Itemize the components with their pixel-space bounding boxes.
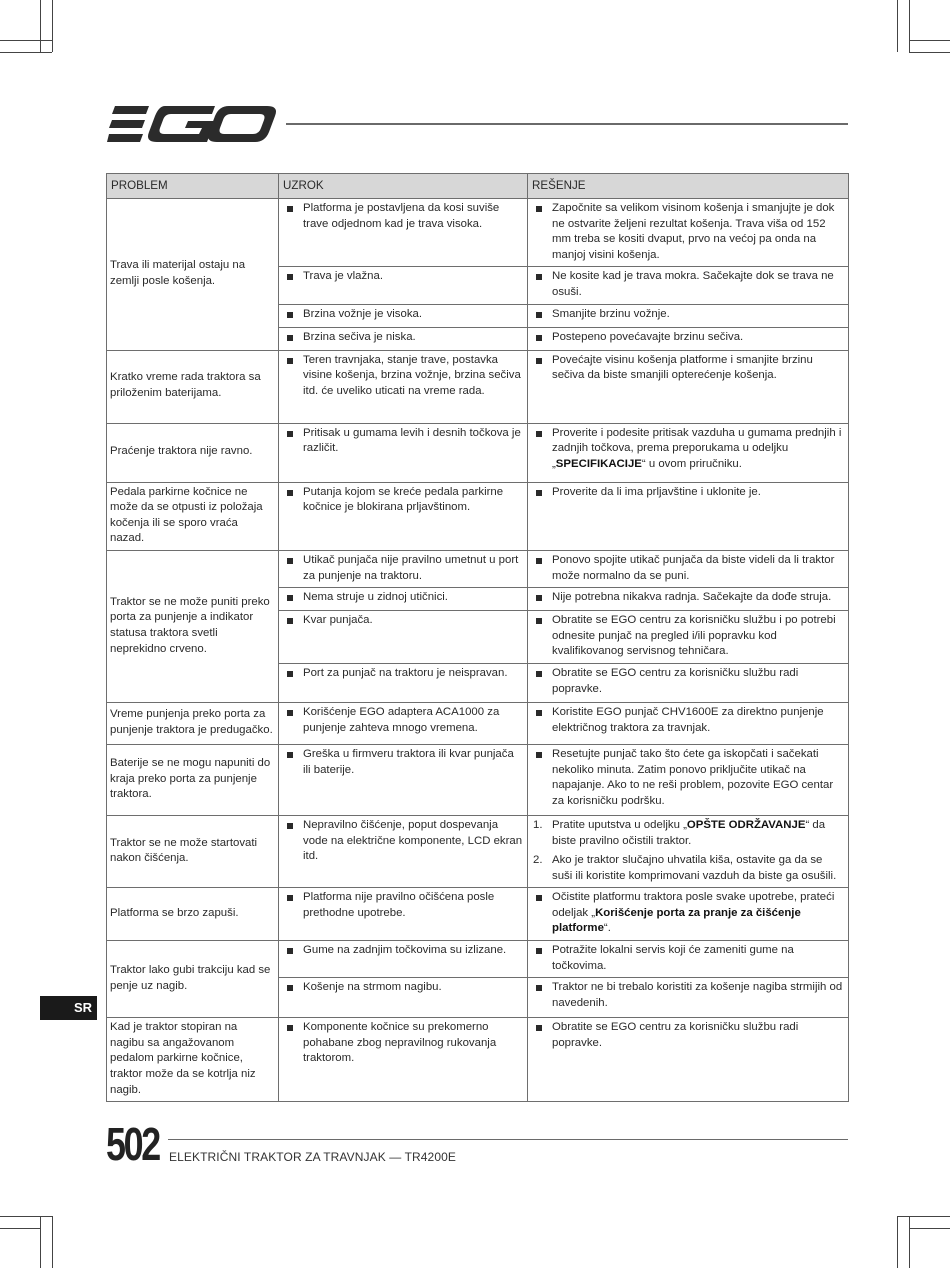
- bullet-icon: [536, 671, 542, 677]
- bullet-icon: [536, 274, 542, 280]
- bullet-icon: [287, 358, 293, 364]
- bullet-icon: [287, 985, 293, 991]
- cause-cell: Košenje na strmom nagibu.: [279, 978, 528, 1018]
- problem-cell: Vreme punjenja preko porta za punjenje traktora je predugačko.: [107, 702, 279, 744]
- footer-rule: [168, 1139, 848, 1140]
- crop-mark: [909, 1228, 950, 1229]
- bullet-icon: [287, 618, 293, 624]
- bullet-icon: [536, 358, 542, 364]
- troubleshooting-table: [106, 173, 849, 1102]
- bullet-icon: [536, 595, 542, 601]
- bullet-icon: [287, 274, 293, 280]
- solution-cell: Koristite EGO punjač CHV1600E za direktno punjenje električnog traktora za travnjak.: [528, 702, 849, 744]
- crop-mark: [897, 0, 898, 52]
- bullet-icon: [536, 985, 542, 991]
- bullet-icon: [536, 895, 542, 901]
- bullet-icon: [287, 752, 293, 758]
- table-row: [107, 199, 849, 267]
- bullet-icon: [287, 312, 293, 318]
- crop-mark: [897, 1216, 898, 1268]
- problem-cell: Kad je traktor stopiran na nagibu sa angažovanom pedalom parkirne kočnice, traktor može da se kotrlja niz nagib.: [107, 1018, 279, 1102]
- cause-cell: Port za punjač na traktoru je neispravan.: [279, 663, 528, 702]
- crop-mark: [0, 40, 52, 41]
- bullet-icon: [536, 206, 542, 212]
- bullet-icon: [536, 948, 542, 954]
- solution-cell: Povećajte visinu košenja platforme i smanjite brzinu sečiva da biste smanjili opterećenje košenja.: [528, 350, 849, 423]
- cause-cell: Nepravilno čišćenje, poput dospevanja vode na električne komponente, LCD ekran itd.: [279, 815, 528, 887]
- crop-mark: [52, 1216, 53, 1268]
- cause-cell: Gume na zadnjim točkovima su izlizane.: [279, 941, 528, 978]
- problem-cell: Traktor se ne može puniti preko porta za punjenje a indikator statusa traktora svetli neprekidno crveno.: [107, 550, 279, 702]
- bullet-icon: [287, 431, 293, 437]
- crop-mark: [909, 0, 910, 52]
- cause-cell: Komponente kočnice su prekomerno pohabane zbog nepravilnog rukovanja traktorom.: [279, 1018, 528, 1102]
- problem-cell: Kratko vreme rada traktora sa priloženim baterijama.: [107, 350, 279, 423]
- crop-mark: [909, 52, 950, 53]
- table-header-row: [107, 174, 849, 199]
- bullet-icon: [536, 490, 542, 496]
- table-row: [107, 1018, 849, 1102]
- bullet-icon: [287, 710, 293, 716]
- solution-cell: Nije potrebna nikakva radnja. Sačekajte da dođe struja.: [528, 588, 849, 611]
- solution-cell: Potražite lokalni servis koji će zameniti gume na točkovima.: [528, 941, 849, 978]
- table-row: [107, 815, 849, 887]
- bullet-icon: [287, 595, 293, 601]
- bullet-icon: [536, 1025, 542, 1031]
- table-row: [107, 423, 849, 482]
- problem-cell: Praćenje traktora nije ravno.: [107, 423, 279, 482]
- solution-cell: Očistite platformu traktora posle svake upotrebe, prateći odeljak „Korišćenje porta za pranje za čišćenje platforme“.: [528, 888, 849, 941]
- bullet-icon: [536, 752, 542, 758]
- bullet-icon: [287, 671, 293, 677]
- bullet-icon: [287, 206, 293, 212]
- page-number: 502: [106, 1118, 159, 1170]
- cause-cell: Trava je vlažna.: [279, 267, 528, 304]
- section-reference: OPŠTE ODRŽAVANJE: [686, 818, 806, 831]
- table-row: [107, 350, 849, 423]
- cause-cell: Nema struje u zidnoj utičnici.: [279, 588, 528, 611]
- table-row: [107, 702, 849, 744]
- problem-cell: Trava ili materijal ostaju na zemlji posle košenja.: [107, 199, 279, 351]
- bullet-icon: [287, 558, 293, 564]
- bullet-icon: [536, 618, 542, 624]
- cause-cell: Platforma je postavljena da kosi suviše trave odjednom kad je trava visoka.: [279, 199, 528, 267]
- cause-cell: Brzina sečiva je niska.: [279, 327, 528, 350]
- bullet-icon: [536, 335, 542, 341]
- cause-cell: Teren travnjaka, stanje trave, postavka visine košenja, brzina vožnje, brzina sečiva itd. će uveliko uticati na vreme rada.: [279, 350, 528, 423]
- problem-cell: Pedala parkirne kočnice ne može da se otpusti iz položaja kočenja ili se sporo vraća nazad.: [107, 482, 279, 550]
- header-problem: PROBLEM: [107, 174, 279, 199]
- bullet-icon: [287, 823, 293, 829]
- header-cause: UZROK: [279, 174, 528, 199]
- ego-logo: [107, 104, 277, 144]
- solution-cell: Obratite se EGO centru za korisničku službu radi popravke.: [528, 663, 849, 702]
- table-row: [107, 550, 849, 587]
- crop-mark: [0, 52, 52, 53]
- solution-cell: Resetujte punjač tako što ćete ga iskopčati i sačekati nekoliko minuta. Zatim ponovo priključite utikač na napajanje. Ako to ne reši problem, pozovite EGO centar za korisničku podršku.: [528, 744, 849, 815]
- bullet-icon: [536, 558, 542, 564]
- crop-mark: [909, 40, 950, 41]
- problem-cell: Baterije se ne mogu napuniti do kraja preko porta za punjenje traktora.: [107, 744, 279, 815]
- solution-cell: Traktor ne bi trebalo koristiti za košenje nagiba strmijih od navedenih.: [528, 978, 849, 1018]
- footer-title: ELEKTRIČNI TRAKTOR ZA TRAVNJAK — TR4200E: [169, 1150, 456, 1164]
- solution-cell: [528, 815, 849, 887]
- cause-cell: Greška u firmveru traktora ili kvar punjača ili baterije.: [279, 744, 528, 815]
- bullet-icon: [287, 490, 293, 496]
- bullet-icon: [287, 895, 293, 901]
- cause-cell: Pritisak u gumama levih i desnih točkova je različit.: [279, 423, 528, 482]
- solution-cell: Postepeno povećavajte brzinu sečiva.: [528, 327, 849, 350]
- language-tab: SR: [40, 996, 97, 1020]
- numbered-step: 1. Pratite uputstva u odeljku „OPŠTE ODRŽAVANJE“ da biste pravilno očistili traktor.: [533, 818, 826, 847]
- problem-cell: Platforma se brzo zapuši.: [107, 888, 279, 941]
- bullet-icon: [536, 431, 542, 437]
- crop-mark: [40, 1216, 41, 1268]
- solution-cell: Obratite se EGO centru za korisničku službu radi popravke.: [528, 1018, 849, 1102]
- cause-cell: Kvar punjača.: [279, 611, 528, 664]
- section-reference: Korišćenje porta za pranje za čišćenje platforme: [552, 906, 801, 935]
- bullet-icon: [287, 335, 293, 341]
- bullet-icon: [287, 948, 293, 954]
- crop-mark: [40, 0, 41, 52]
- bullet-icon: [536, 710, 542, 716]
- cause-cell: Putanja kojom se kreće pedala parkirne kočnice je blokirana prljavštinom.: [279, 482, 528, 550]
- table-row: [107, 941, 849, 978]
- solution-cell: Započnite sa velikom visinom košenja i smanjujte je dok ne ostvarite željeni rezultat košenja. Trava viša od 152 mm treba se kositi dvaput, prvo na većoj pa onda na manjoj visini košenja.: [528, 199, 849, 267]
- cause-cell: Platforma nije pravilno očišćena posle prethodne upotrebe.: [279, 888, 528, 941]
- cause-cell: Brzina vožnje je visoka.: [279, 304, 528, 327]
- cause-cell: Korišćenje EGO adaptera ACA1000 za punjenje zahteva mnogo vremena.: [279, 702, 528, 744]
- crop-mark: [52, 0, 53, 52]
- solution-cell: Smanjite brzinu vožnje.: [528, 304, 849, 327]
- solution-cell: Ne kosite kad je trava mokra. Sačekajte dok se trava ne osuši.: [528, 267, 849, 304]
- table-row: [107, 482, 849, 550]
- table-row: [107, 888, 849, 941]
- bullet-icon: [287, 1025, 293, 1031]
- solution-cell: Ponovo spojite utikač punjača da biste videli da li traktor može normalno da se puni.: [528, 550, 849, 587]
- solution-cell: Obratite se EGO centru za korisničku službu i po potrebi odnesite punjač na pregled i/ili popravku kod kvalifikovanog servisnog tehničara.: [528, 611, 849, 664]
- problem-cell: Traktor lako gubi trakciju kad se penje uz nagib.: [107, 941, 279, 1018]
- crop-mark: [0, 1216, 52, 1217]
- section-reference: SPECIFIKACIJE: [555, 457, 642, 470]
- solution-cell: Proverite i podesite pritisak vazduha u gumama prednjih i zadnjih točkova, prema preporukama u odeljku „SPECIFIKACIJE“ u ovom priručniku.: [528, 423, 849, 482]
- cause-cell: Utikač punjača nije pravilno umetnut u port za punjenje na traktoru.: [279, 550, 528, 587]
- header-solution: REŠENJE: [528, 174, 849, 199]
- bullet-icon: [536, 312, 542, 318]
- crop-mark: [897, 1216, 950, 1217]
- table-row: [107, 744, 849, 815]
- crop-mark: [909, 1216, 910, 1268]
- header-rule: [286, 123, 848, 125]
- crop-mark: [0, 1228, 41, 1229]
- problem-cell: Traktor se ne može startovati nakon čišćenja.: [107, 815, 279, 887]
- numbered-step: 2. Ako je traktor slučajno uhvatila kiša, ostavite ga da se suši ili koristite komprimovani vazduh da biste ga osušili.: [533, 854, 837, 882]
- solution-cell: Proverite da li ima prljavštine i uklonite je.: [528, 482, 849, 550]
